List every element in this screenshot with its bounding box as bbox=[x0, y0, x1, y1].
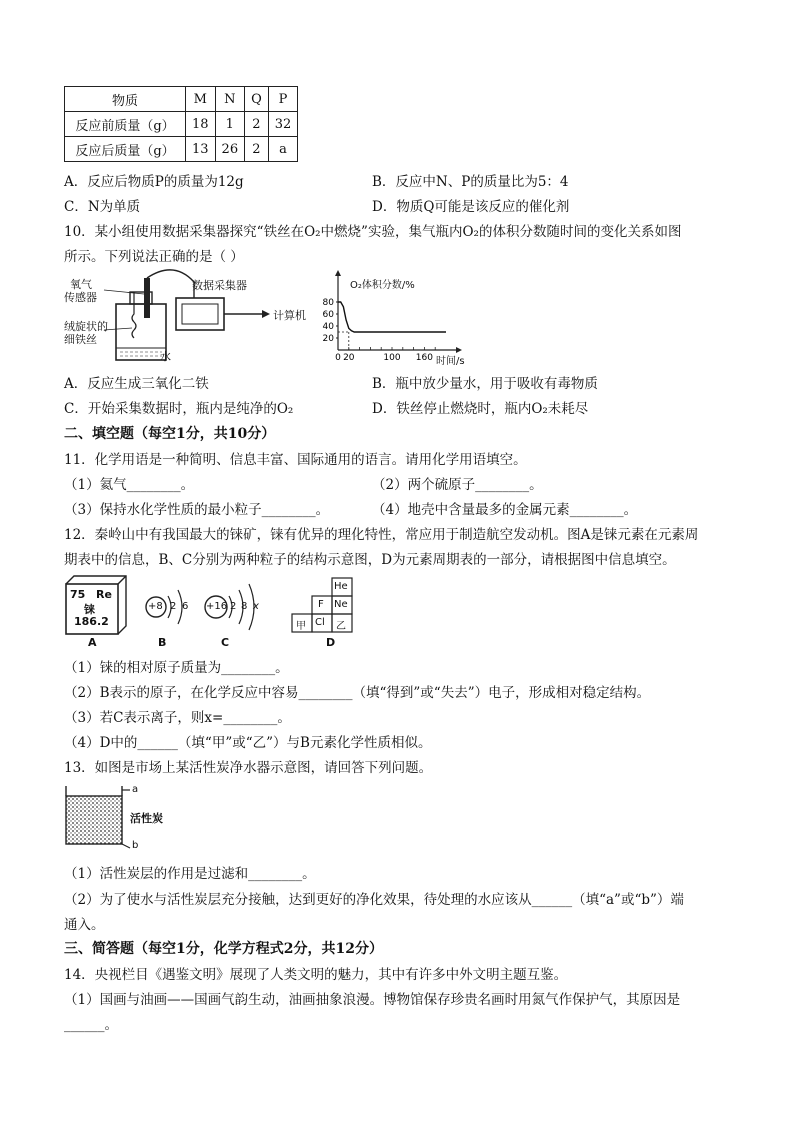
chart-xlabel: 时间/s bbox=[436, 356, 465, 367]
sensor-cable bbox=[147, 270, 194, 298]
collector-label: 数据采集器 bbox=[192, 279, 247, 292]
fig-label-a: A bbox=[88, 636, 97, 649]
table-cell: 13 bbox=[186, 137, 216, 162]
q9-option-d: D．物质Q可能是该反应的催化剂 bbox=[372, 199, 570, 215]
iron-label-1: 绒旋状的 bbox=[64, 320, 108, 333]
q9-option-a: A．反应后物质P的质量为12g bbox=[64, 174, 244, 190]
o2-series-line bbox=[338, 302, 446, 332]
q12-stem-line2: 期表中的信息，B、C分别为两种粒子的结构示意图，D为元素周期表的一部分，请根据图中信息填空。 bbox=[64, 552, 676, 568]
atom-c-shell3-count: x bbox=[253, 601, 259, 612]
q10-option-c: C．开始采集数据时，瓶内是纯净的O₂ bbox=[64, 401, 294, 417]
q12-drawing bbox=[64, 574, 364, 650]
q14-part1-line2: ______。 bbox=[64, 1017, 118, 1033]
table-header-cell: M bbox=[186, 87, 216, 112]
collector-screen bbox=[182, 304, 218, 324]
element-name: 铼 bbox=[84, 603, 95, 616]
element-symbol: Re bbox=[96, 588, 112, 601]
purifier-drawing bbox=[64, 782, 184, 854]
arrow-head bbox=[262, 310, 270, 318]
carbon-label: 活性炭 bbox=[130, 812, 163, 825]
element-mass: 186.2 bbox=[74, 615, 109, 628]
y-tick-label: 80 bbox=[322, 298, 334, 308]
data-collector-box bbox=[176, 298, 224, 330]
q12-figures bbox=[64, 574, 364, 650]
water-label: 水 bbox=[160, 350, 171, 363]
x-tick-label: 0 bbox=[335, 353, 341, 363]
cell-cl-text: Cl bbox=[315, 617, 325, 628]
q11-part2: （2）两个硫原子________。 bbox=[372, 477, 543, 493]
x-tick-label: 20 bbox=[343, 353, 355, 363]
q12-part4: （4）D中的______（填“甲”或“乙”）与B元素化学性质相似。 bbox=[64, 735, 432, 751]
sensor-label-2: 传感器 bbox=[64, 291, 97, 304]
port-b-pipe bbox=[122, 844, 130, 848]
q11-stem: 11．化学用语是一种简明、信息丰富、国际通用的语言。请用化学用语填空。 bbox=[64, 452, 527, 468]
y-tick-label: 60 bbox=[322, 310, 334, 320]
chart-title: O₂体积分数/% bbox=[350, 280, 415, 291]
table-header-row bbox=[65, 87, 298, 112]
q14-part1-line1: （1）国画与油画——国画气韵生动，油画抽象浪漫。博物馆保存珍贵名画时用氮气作保护气，其原因是 bbox=[64, 992, 681, 1008]
fig-label-b: B bbox=[158, 636, 167, 649]
atom-c-nucleus-charge: +16 bbox=[206, 601, 228, 612]
fig-label-d: D bbox=[326, 636, 336, 649]
table-cell: 反应前质量（g） bbox=[65, 112, 186, 137]
table-header-cell: P bbox=[268, 87, 298, 112]
q10-option-d: D．铁丝停止燃烧时，瓶内O₂未耗尽 bbox=[372, 401, 589, 417]
q9-option-b: B．反应中N、P的质量比为5：4 bbox=[372, 174, 569, 190]
iron-label-2: 细铁丝 bbox=[64, 333, 97, 346]
table-header-cell: Q bbox=[245, 87, 269, 112]
table-header-cell: N bbox=[215, 87, 245, 112]
atom-b-nucleus-charge: +8 bbox=[148, 601, 163, 612]
q10-option-a: A．反应生成三氧化二铁 bbox=[64, 376, 209, 392]
x-tick-label: 160 bbox=[415, 353, 433, 363]
iron-pointer bbox=[104, 328, 132, 330]
q9-option-c: C．N为单质 bbox=[64, 199, 141, 215]
atom-c-shell1-count: 2 bbox=[230, 601, 237, 612]
element-box-edge bbox=[118, 576, 126, 584]
sensor-label-1: 氧气 bbox=[70, 278, 92, 291]
table-cell: 26 bbox=[215, 137, 245, 162]
y-tick-label: 40 bbox=[322, 322, 334, 332]
q10-option-b: B．瓶中放少量水，用于吸收有毒物质 bbox=[372, 376, 598, 392]
port-a-label: a bbox=[132, 784, 139, 795]
table-cell: 2 bbox=[245, 112, 269, 137]
table-cell: 反应后质量（g） bbox=[65, 137, 186, 162]
q10-stem-line1: 10．某小组使用数据采集器探究“铁丝在O₂中燃烧”实验，集气瓶内O₂的体积分数随时间的变化关系如图 bbox=[64, 224, 682, 240]
q11-part1: （1）氦气________。 bbox=[64, 477, 195, 493]
q13-part2-line2: 通入。 bbox=[64, 917, 105, 933]
fig-label-c: C bbox=[221, 636, 230, 649]
x-tick-label: 100 bbox=[383, 353, 401, 363]
q13-part2-line1: （2）为了使水与活性炭层充分接触，达到更好的净化效果，待处理的水应该从______（填“a”或“b”）端 bbox=[64, 892, 684, 908]
q12-part2: （2）B表示的原子，在化学反应中容易________（填“得到”或“失去”）电子，形成相对稳定结构。 bbox=[64, 685, 651, 701]
table-row bbox=[65, 137, 298, 162]
cell-he-text: He bbox=[334, 581, 348, 592]
table-header-cell: 物质 bbox=[65, 87, 186, 112]
q12-stem-line1: 12．秦岭山中有我国最大的铼矿，铼有优异的理化特性，常应用于制造航空发动机。图A是铼元素在元素周 bbox=[64, 527, 699, 543]
iron-wire bbox=[132, 292, 136, 338]
y-axis-arrow bbox=[335, 270, 341, 276]
o2-chart bbox=[318, 268, 470, 368]
atom-c-shell2-count: 8 bbox=[241, 601, 248, 612]
q10-stem-line2: 所示。下列说法正确的是（ ） bbox=[64, 249, 244, 265]
y-tick-label: 20 bbox=[322, 334, 334, 344]
q11-part3: （3）保持水化学性质的最小粒子________。 bbox=[64, 502, 330, 518]
carbon-layer bbox=[66, 796, 122, 844]
gas-bottle bbox=[116, 304, 166, 360]
table-cell: 1 bbox=[215, 112, 245, 137]
q11-part4: （4）地壳中含量最多的金属元素________。 bbox=[372, 502, 638, 518]
computer-label: 计算机 bbox=[273, 309, 306, 322]
atom-b-shell2-count: 6 bbox=[182, 601, 189, 612]
element-number: 75 bbox=[70, 588, 86, 601]
table-cell: 18 bbox=[186, 112, 216, 137]
q12-part1: （1）铼的相对原子质量为________。 bbox=[64, 660, 289, 676]
section3-title: 三、简答题（每空1分，化学方程式2分，共12分） bbox=[64, 941, 383, 957]
cell-ne-text: Ne bbox=[334, 599, 348, 610]
q13-part1: （1）活性炭层的作用是过滤和________。 bbox=[64, 866, 316, 882]
q12-part3: （3）若C表示离子，则x=________。 bbox=[64, 710, 291, 726]
table-cell: 2 bbox=[245, 137, 269, 162]
oxygen-sensor bbox=[144, 278, 150, 318]
q13-stem: 13．如图是市场上某活性炭净水器示意图，请回答下列问题。 bbox=[64, 760, 433, 776]
q14-stem: 14．央视栏目《遇鉴文明》展现了人类文明的魅力，其中有许多中外文明主题互鉴。 bbox=[64, 967, 568, 983]
cell-f-text: F bbox=[318, 599, 324, 610]
water-purifier-figure bbox=[64, 782, 184, 854]
cell-yi-text: 乙 bbox=[336, 621, 346, 632]
table-cell: a bbox=[268, 137, 298, 162]
atom-b-shell1-count: 2 bbox=[170, 601, 177, 612]
cell-jia-text: 甲 bbox=[296, 621, 306, 632]
mass-table bbox=[64, 86, 298, 162]
table-row bbox=[65, 112, 298, 137]
table-cell: 32 bbox=[268, 112, 298, 137]
port-b-label: b bbox=[132, 840, 139, 851]
section2-title: 二、填空题（每空1分，共10分） bbox=[64, 426, 276, 442]
